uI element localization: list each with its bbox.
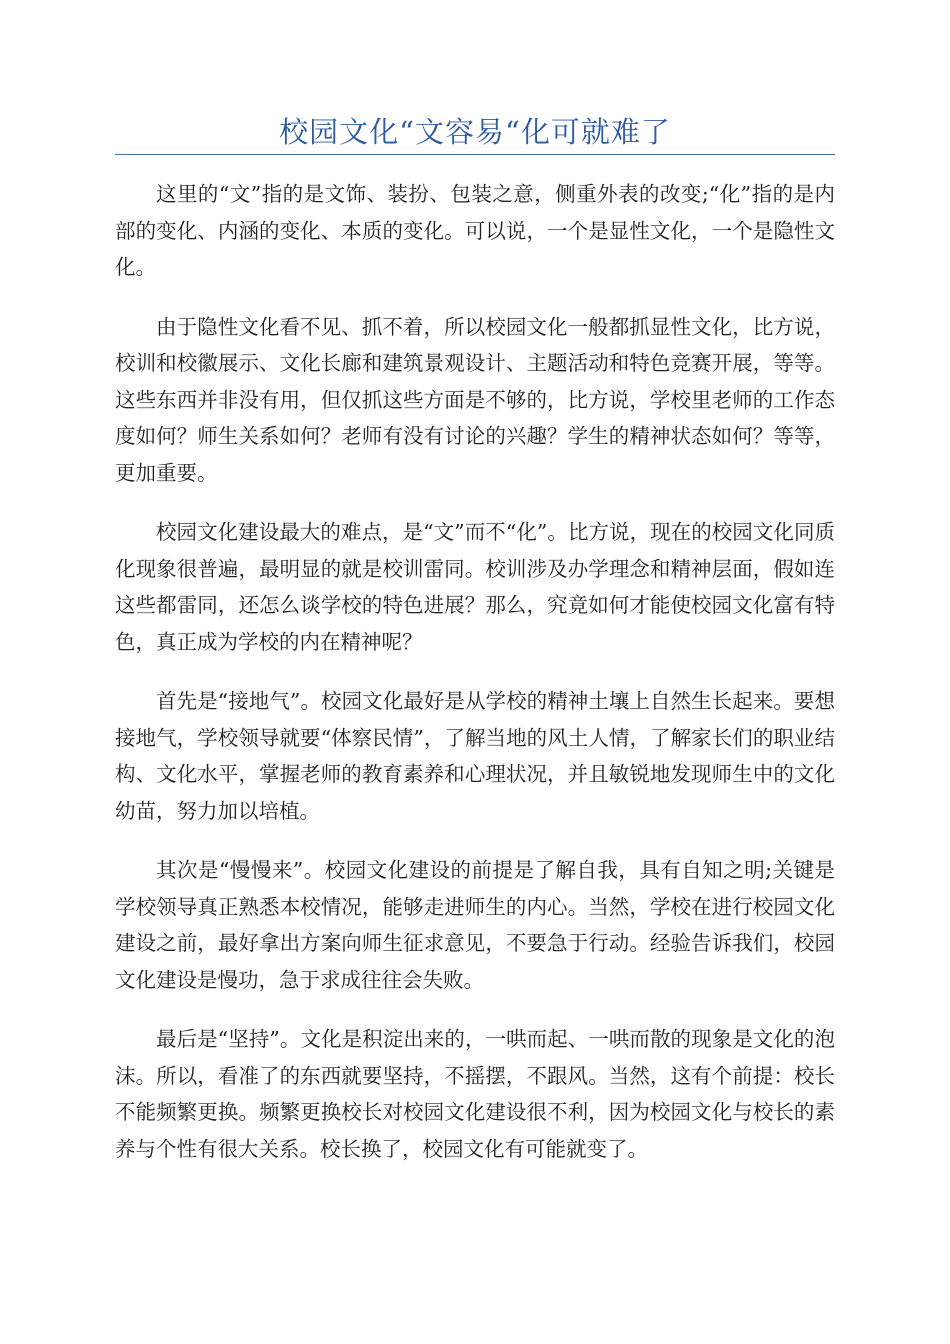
- title-underline: [115, 154, 835, 155]
- document-body: [115, 176, 835, 1190]
- paragraph-3: 校园文化建设最大的难点，是“文”而不“化”。比方说，现在的校园文化同质化现象很普遍，最明显的就是校训雷同。校训涉及办学理念和精神层面，假如连这些都雷同，还怎么谈学校的特色进展？那么，究竟如何才能使校园文化富有特色，真正成为学校的内在精神呢？: [115, 520, 835, 654]
- paragraph-6: 最后是“坚持”。文化是积淀出来的，一哄而起、一哄而散的现象是文化的泡沫。所以，看准了的东西就要坚持，不摇摆，不跟风。当然，这有个前提：校长不能频繁更换。频繁更换校长对校园文化建设很不利，因为校园文化与校长的素养与个性有很大关系。校长换了，校园文化有可能就变了。: [115, 1027, 835, 1161]
- paragraph-2: 由于隐性文化看不见、抓不着，所以校园文化一般都抓显性文化，比方说，校训和校徽展示、文化长廊和建筑景观设计、主题活动和特色竞赛开展，等等。这些东西并非没有用，但仅抓这些方面是不够的，比方说，学校里老师的工作态度如何？师生关系如何？老师有没有讨论的兴趣？学生的精神状态如何？等等，更加重要。: [115, 314, 835, 485]
- paragraph-4: 首先是“接地气”。校园文化最好是从学校的精神土壤上自然生长起来。要想接地气，学校领导就要“体察民情”，了解当地的风土人情，了解家长们的职业结构、文化水平，掌握老师的教育素养和心理状况，并且敏锐地发现师生中的文化幼苗，努力加以培植。: [115, 689, 835, 823]
- paragraph-1: 这里的“文”指的是文饰、装扮、包装之意，侧重外表的改变;“化”指的是内部的变化、内涵的变化、本质的变化。可以说，一个是显性文化，一个是隐性文化。: [115, 182, 835, 279]
- document-title: 校园文化“文容易“化可就难了: [279, 115, 671, 149]
- paragraph-5: 其次是“慢慢来”。校园文化建设的前提是了解自我，具有自知之明;关键是学校领导真正熟悉本校情况，能够走进师生的内心。当然，学校在进行校园文化建设之前，最好拿出方案向师生征求意见，不要急于行动。经验告诉我们，校园文化建设是慢功，急于求成往往会失败。: [115, 858, 835, 992]
